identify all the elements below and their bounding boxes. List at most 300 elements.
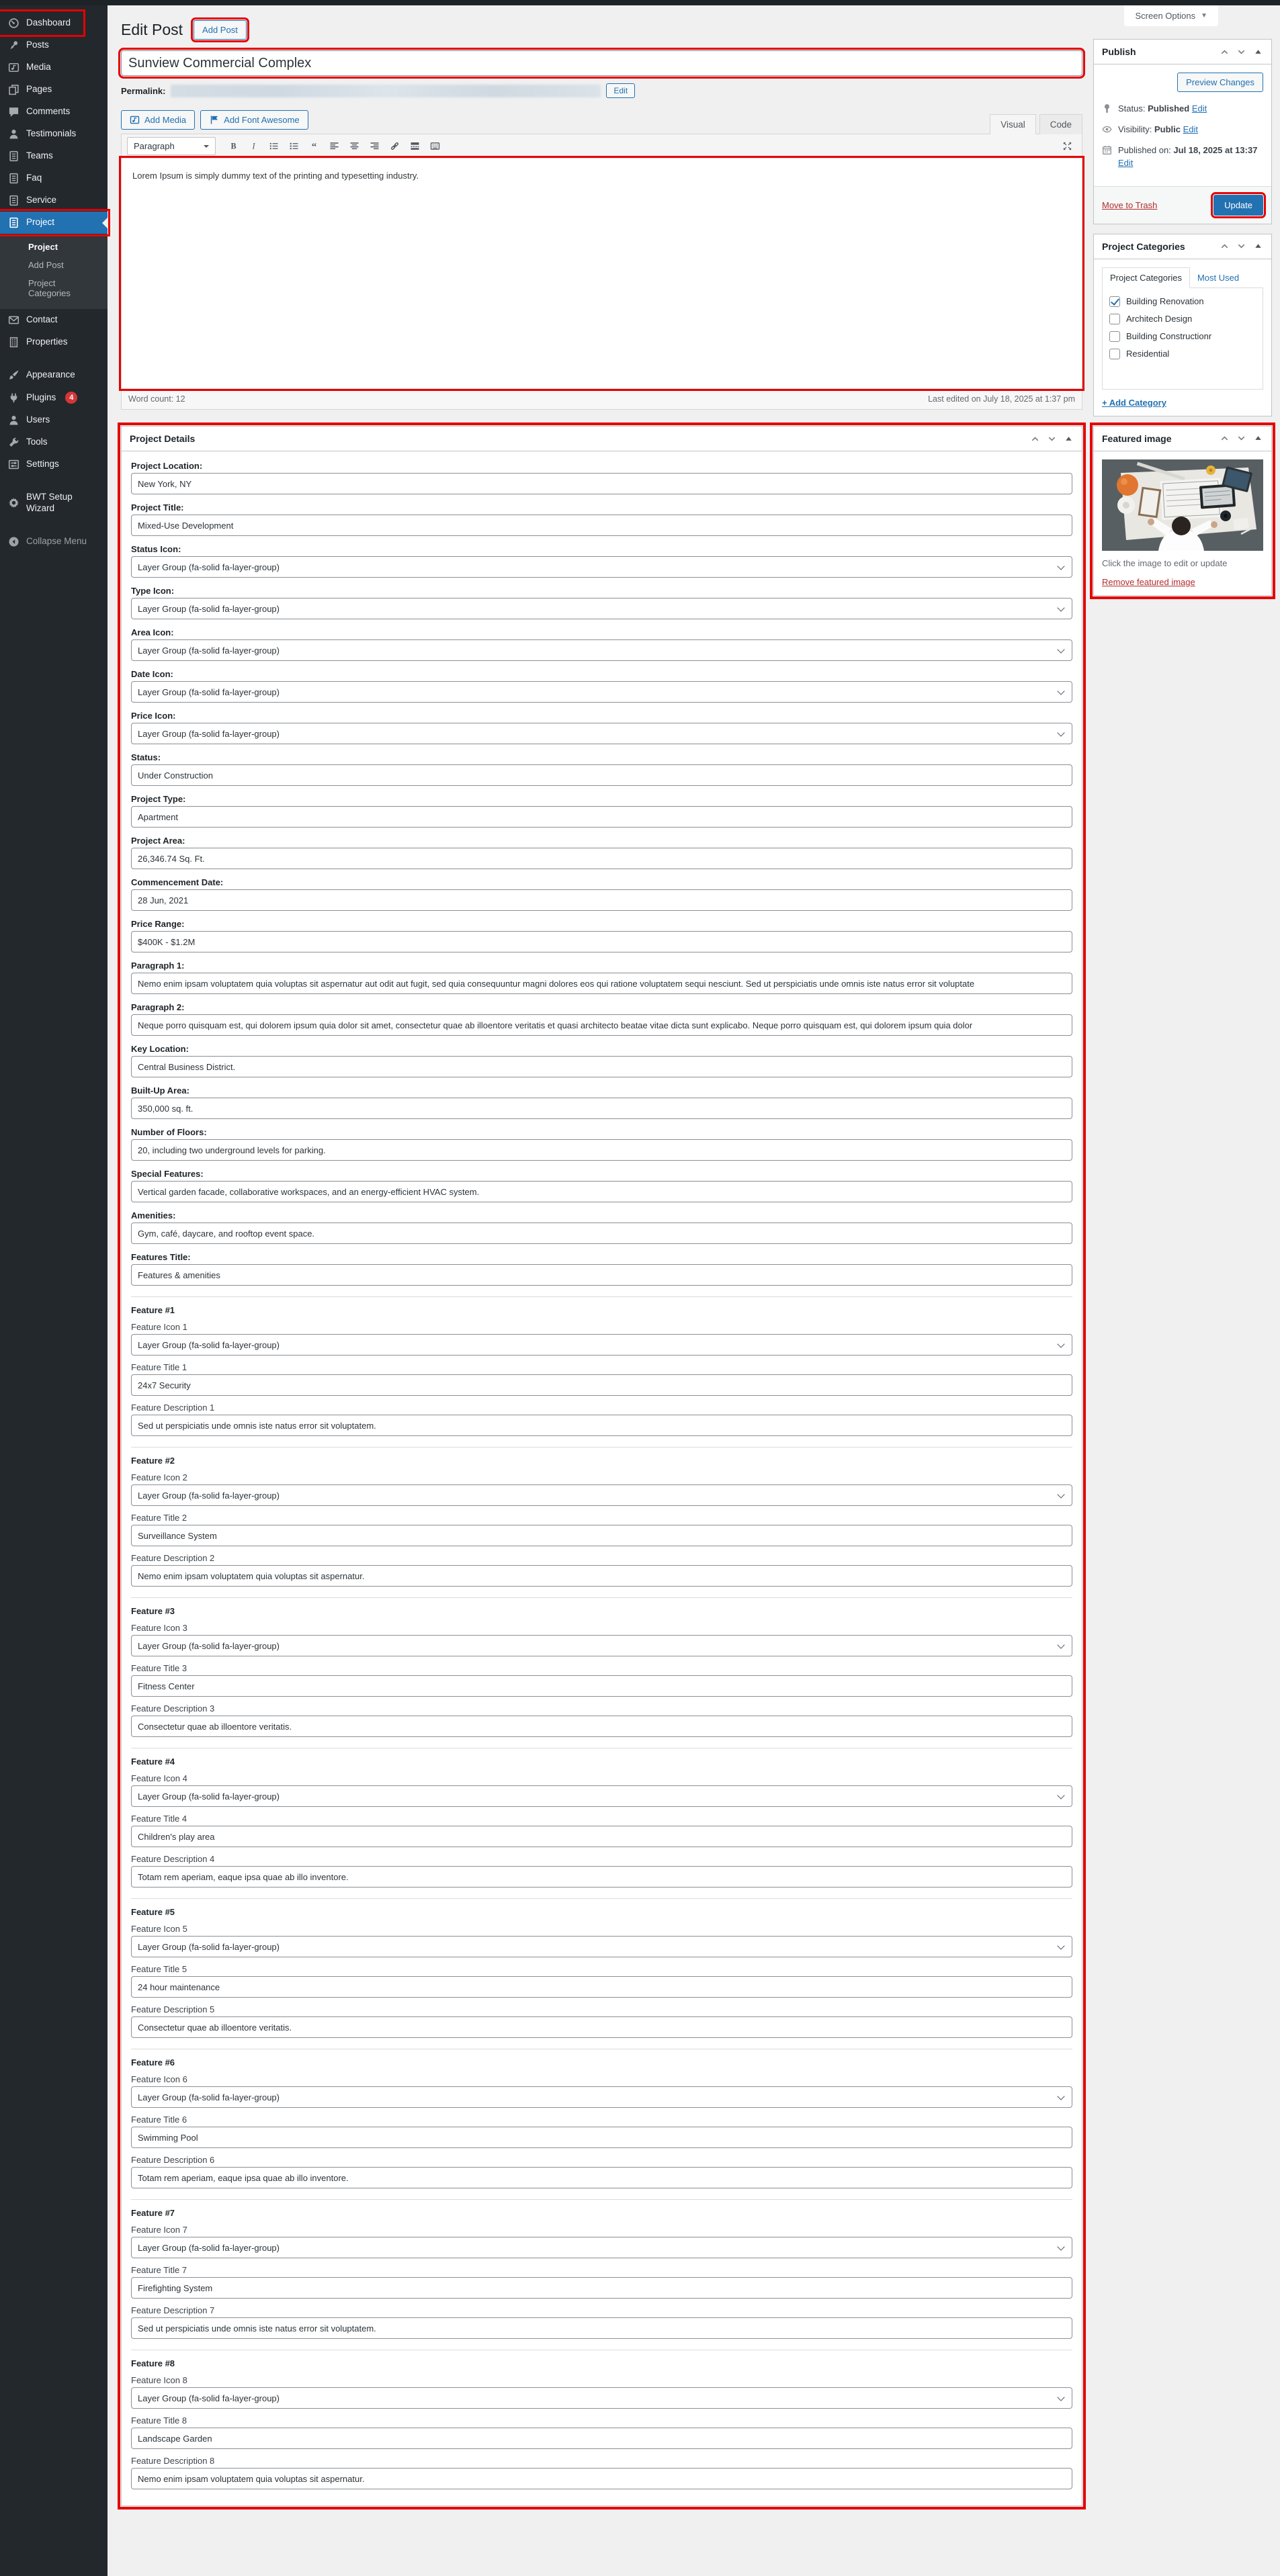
paragraph-1-input[interactable]: [131, 973, 1072, 994]
paragraph-dropdown[interactable]: [127, 137, 216, 155]
category-label: Building Renovation: [1126, 296, 1204, 307]
blockquote-button[interactable]: [305, 138, 323, 154]
price-icon-select[interactable]: [131, 723, 1072, 744]
project-categories-metabox: [1093, 234, 1272, 416]
align-center-icon: [349, 141, 359, 151]
person-icon: [8, 128, 19, 140]
sidebar-item-project[interactable]: [0, 212, 108, 234]
sidebar-item-properties[interactable]: [0, 331, 108, 353]
sidebar-item-dashboard[interactable]: [0, 12, 83, 34]
feature-icon-2-label: Feature Icon 2: [131, 1472, 187, 1482]
plugins-update-badge: 4: [65, 392, 77, 404]
feature-icon-6-label: Feature Icon 6: [131, 2074, 187, 2084]
feature-icon-2-select-control[interactable]: [131, 1484, 1072, 1506]
feature-title-6-label: Feature Title 6: [131, 2115, 187, 2125]
sidebar-item-label: Users: [26, 414, 50, 425]
project-details-features: [131, 1296, 1072, 2489]
document-icon: [8, 217, 19, 228]
sidebar-subitem-add-post[interactable]: Add Post: [28, 260, 64, 270]
toolbar-buttons: [224, 138, 444, 154]
amenities-label: Amenities:: [131, 1210, 176, 1220]
feature-title-3-label: Feature Title 3: [131, 1663, 187, 1673]
toolbar-toggle-button[interactable]: [426, 138, 444, 154]
featured-image-header[interactable]: [1094, 427, 1271, 451]
feature-divider: [131, 1898, 1072, 1899]
category-item-building-renovation: [1109, 296, 1256, 307]
content-area: [108, 5, 1280, 2576]
features-title-input[interactable]: [131, 1264, 1072, 1286]
document-icon: [8, 173, 19, 184]
editor-text: Lorem Ipsum is simply dummy text of the printing and typesetting industry.: [132, 171, 419, 181]
feature-title-4-input[interactable]: [131, 1826, 1072, 1847]
paragraph-dropdown-label: Paragraph: [134, 141, 175, 151]
type-icon-label: Type Icon:: [131, 586, 175, 596]
featured-image-metabox: [1093, 426, 1272, 596]
project-location-input[interactable]: [131, 473, 1072, 494]
feature-description-8-input[interactable]: [131, 2468, 1072, 2489]
tab-visual[interactable]: Visual: [990, 114, 1036, 134]
toggle-panel-icon[interactable]: [1253, 47, 1263, 57]
sidebar-item-pages[interactable]: [0, 79, 108, 101]
feature-icon-4-select-control[interactable]: [131, 1785, 1072, 1807]
feature-icon-7-label: Feature Icon 7: [131, 2225, 187, 2235]
feature-divider: [131, 1597, 1072, 1598]
category-checkbox-architech-design[interactable]: [1109, 314, 1120, 324]
number-of-floors-label: Number of Floors:: [131, 1127, 207, 1137]
svg-text:“: “: [311, 142, 317, 151]
feature-description-5-input[interactable]: [131, 2016, 1072, 2038]
remove-featured-image-link[interactable]: Remove featured image: [1102, 576, 1195, 587]
feature-heading-feature-7: Feature #7: [131, 2208, 175, 2218]
more-tag-button[interactable]: [406, 138, 424, 154]
features-title-label: Features Title:: [131, 1252, 191, 1262]
numbered-list-icon: [289, 141, 299, 151]
italic-button[interactable]: [245, 138, 263, 154]
link-icon: [390, 141, 400, 151]
category-item-building-constructionr: [1109, 331, 1256, 342]
admin-sidebar: [0, 5, 108, 2576]
featured-image-body: [1094, 451, 1271, 595]
sidebar-item-label: Properties: [26, 337, 68, 347]
sidebar-item-label: Testimonials: [26, 128, 77, 139]
sidebar-item-teams[interactable]: [0, 145, 108, 167]
publish-row-text: Status: Published Edit: [1118, 103, 1207, 114]
pin-icon: [1102, 103, 1112, 114]
sidebar-menu: [0, 12, 108, 553]
sidebar-item-collapse-menu[interactable]: [0, 531, 108, 553]
category-checkbox-building-constructionr[interactable]: [1109, 331, 1120, 342]
feature-heading-feature-4: Feature #4: [131, 1757, 175, 1767]
status-input[interactable]: [131, 764, 1072, 786]
feature-icon-4-select[interactable]: [131, 1785, 1072, 1807]
media-row: [121, 110, 1082, 134]
metabox-title: Featured image: [1102, 433, 1172, 444]
publish-row-value: Published: [1148, 103, 1190, 114]
add-category-link[interactable]: + Add Category: [1102, 397, 1166, 408]
feature-description-7-input[interactable]: [131, 2317, 1072, 2339]
feature-icon-3-select[interactable]: [131, 1635, 1072, 1656]
screen-options-label: Screen Options: [1135, 11, 1196, 21]
feature-description-1-input[interactable]: [131, 1415, 1072, 1436]
feature-description-6-input[interactable]: [131, 2167, 1072, 2188]
feature-title-7-input[interactable]: [131, 2277, 1072, 2299]
feature-icon-7-select-control[interactable]: [131, 2237, 1072, 2258]
word-count: [128, 394, 185, 404]
sidebar-subitem-project[interactable]: Project: [28, 242, 58, 252]
align-left-icon: [329, 141, 339, 151]
sidebar-item-label: Service: [26, 195, 57, 206]
move-up-icon[interactable]: [1030, 434, 1040, 444]
project-title-label: Project Title:: [131, 502, 184, 513]
publish-row-published-on: [1102, 144, 1263, 169]
paragraph-2-label: Paragraph 2:: [131, 1002, 185, 1012]
sidebar-subitem-project-categories[interactable]: Project Categories: [28, 278, 71, 298]
categories-body: [1094, 259, 1271, 416]
status-icon-label: Status Icon:: [131, 544, 181, 554]
toolbar-toggle-icon: [430, 141, 440, 151]
featured-image-thumbnail[interactable]: [1102, 459, 1263, 551]
category-checkbox-building-renovation[interactable]: [1109, 296, 1120, 307]
feature-description-2-input[interactable]: [131, 1565, 1072, 1587]
feature-title-1-label: Feature Title 1: [131, 1362, 187, 1372]
sidebar-item-label: Project: [26, 217, 55, 228]
category-item-architech-design: [1109, 314, 1256, 324]
feature-description-4-input[interactable]: [131, 1866, 1072, 1887]
sidebar-item-label: Dashboard: [26, 17, 71, 28]
featured-image-caption: Click the image to edit or update: [1102, 558, 1228, 568]
categories-header[interactable]: [1094, 234, 1271, 259]
amenities-input[interactable]: [131, 1223, 1072, 1244]
metabox-controls: [1030, 434, 1074, 444]
commencement-date-input[interactable]: [131, 889, 1072, 911]
person-icon: [8, 414, 19, 426]
sidebar-item-bwt-setup-wizard[interactable]: [0, 486, 108, 520]
feature-divider: [131, 1447, 1072, 1448]
page-title: Edit Post: [121, 21, 183, 38]
special-features-input[interactable]: [131, 1181, 1072, 1202]
feature-icon-7-select[interactable]: [131, 2237, 1072, 2258]
publish-body: [1094, 64, 1271, 186]
feature-icon-6-select-control[interactable]: [131, 2086, 1072, 2108]
page-header: [121, 20, 1082, 40]
sidebar-item-users[interactable]: [0, 409, 108, 431]
area-icon-select-control[interactable]: [131, 639, 1072, 661]
feature-divider: [131, 1296, 1072, 1297]
svg-text:B: B: [230, 141, 237, 151]
sidebar-item-label: Pages: [26, 84, 52, 95]
sidebar-item-label: Comments: [26, 106, 71, 117]
feature-icon-2-select[interactable]: [131, 1484, 1072, 1506]
project-type-input[interactable]: [131, 806, 1072, 828]
move-up-icon[interactable]: [1220, 47, 1230, 57]
eye-icon: [1102, 124, 1112, 134]
feature-title-6-input[interactable]: [131, 2127, 1072, 2148]
sidebar-item-media[interactable]: [0, 56, 108, 79]
feature-title-4-label: Feature Title 4: [131, 1814, 187, 1824]
date-icon-select[interactable]: [131, 681, 1072, 703]
feature-icon-1-select-control[interactable]: [131, 1334, 1072, 1356]
feature-icon-1-select[interactable]: [131, 1334, 1072, 1356]
permalink-edit-button[interactable]: Edit: [606, 83, 635, 98]
flag-icon: [209, 115, 219, 125]
feature-icon-6-select[interactable]: [131, 2086, 1072, 2108]
toggle-panel-icon[interactable]: [1064, 434, 1074, 444]
project-details-header[interactable]: [122, 427, 1082, 451]
feature-description-6-label: Feature Description 6: [131, 2155, 215, 2165]
feature-description-3-label: Feature Description 3: [131, 1703, 215, 1714]
word-count-value: 12: [175, 394, 185, 404]
project-area-input[interactable]: [131, 848, 1072, 869]
main-column: [121, 15, 1082, 2506]
edit-published-on-link[interactable]: Edit: [1118, 157, 1134, 168]
bullet-list-icon: [269, 141, 279, 151]
built-up-area-input[interactable]: [131, 1098, 1072, 1119]
word-count-label: Word count:: [128, 394, 174, 404]
sidebar-item-label: Settings: [26, 459, 59, 470]
feature-icon-8-select[interactable]: [131, 2387, 1072, 2409]
sidebar-item-label: Appearance: [26, 369, 75, 380]
metabox-controls: [1220, 433, 1263, 443]
sidebar-item-plugins[interactable]: [0, 386, 108, 409]
publish-row-text: Published on: Jul 18, 2025 at 13:37 Edit: [1118, 145, 1258, 168]
feature-title-8-input[interactable]: [131, 2428, 1072, 2449]
sidebar-item-label: Plugins: [26, 392, 56, 402]
move-up-icon[interactable]: [1220, 433, 1230, 443]
move-up-icon[interactable]: [1220, 241, 1230, 251]
area-icon-label: Area Icon:: [131, 627, 174, 637]
link-button[interactable]: [386, 138, 404, 154]
side-column: [1093, 39, 1272, 605]
feature-icon-5-select[interactable]: [131, 1936, 1072, 1957]
publish-rows: [1102, 103, 1263, 169]
tab-most-used[interactable]: Most Used: [1197, 272, 1240, 283]
metabox-controls: [1220, 241, 1263, 251]
align-left-button[interactable]: [325, 138, 343, 154]
sidebar-item-settings[interactable]: [0, 453, 108, 476]
commencement-date-label: Commencement Date:: [131, 877, 224, 887]
status-icon-select-control[interactable]: [131, 556, 1072, 578]
project-details-metabox: [121, 426, 1082, 2506]
key-location-input[interactable]: [131, 1056, 1072, 1077]
edit-visibility-link[interactable]: Edit: [1183, 124, 1198, 135]
paragraph-1-label: Paragraph 1:: [131, 961, 185, 971]
feature-description-3-input[interactable]: [131, 1716, 1072, 1737]
numbered-list-button[interactable]: [285, 138, 303, 154]
feature-title-1-input[interactable]: [131, 1374, 1072, 1396]
sidebar-item-tools[interactable]: [0, 431, 108, 453]
add-media-label: Add Media: [144, 115, 187, 125]
dashboard-icon: [8, 17, 19, 29]
feature-title-5-label: Feature Title 5: [131, 1964, 187, 1974]
screen-options-button[interactable]: [1124, 5, 1218, 26]
feature-icon-5-select-control[interactable]: [131, 1936, 1072, 1957]
tab-code[interactable]: Code: [1039, 114, 1082, 134]
move-down-icon[interactable]: [1236, 47, 1246, 57]
bullet-list-button[interactable]: [265, 138, 283, 154]
feature-heading-feature-5: Feature #5: [131, 1907, 175, 1917]
price-range-input[interactable]: [131, 931, 1072, 952]
toggle-panel-icon[interactable]: [1253, 433, 1263, 443]
add-media-icon: [130, 115, 140, 125]
sidebar-item-label: Tools: [26, 437, 48, 447]
sidebar-submenu: [0, 234, 108, 309]
sidebar-item-comments[interactable]: [0, 101, 108, 123]
add-font-awesome-label: Add Font Awesome: [224, 115, 300, 125]
admin-topbar: [0, 0, 1280, 5]
project-type-label: Project Type:: [131, 794, 186, 804]
feature-icon-3-select-control[interactable]: [131, 1635, 1072, 1656]
category-item-residential: [1109, 349, 1256, 359]
gear-icon: [8, 497, 19, 508]
feature-description-5-label: Feature Description 5: [131, 2004, 215, 2014]
feature-icon-1-label: Feature Icon 1: [131, 1322, 187, 1332]
feature-description-7-label: Feature Description 7: [131, 2305, 215, 2315]
post-title-input[interactable]: [121, 50, 1082, 76]
feature-divider: [131, 2199, 1072, 2200]
categories-checklist: [1102, 287, 1263, 390]
category-label: Residential: [1126, 349, 1170, 359]
project-details-body: [122, 451, 1082, 2505]
price-icon-label: Price Icon:: [131, 711, 176, 721]
metabox-title: Project Details: [130, 433, 196, 444]
project-area-label: Project Area:: [131, 836, 185, 846]
feature-icon-3-label: Feature Icon 3: [131, 1623, 187, 1633]
wrench-icon: [8, 437, 19, 448]
feature-description-2-label: Feature Description 2: [131, 1553, 215, 1563]
caret-down-icon: ▼: [1201, 12, 1207, 19]
permalink-label: Permalink:: [121, 85, 166, 96]
paragraph-2-input[interactable]: [131, 1014, 1072, 1036]
sidebar-item-service[interactable]: [0, 189, 108, 212]
publish-row-visibility: [1102, 124, 1263, 136]
building-icon: [8, 337, 19, 348]
permalink-row: [121, 83, 1082, 98]
category-checkbox-residential[interactable]: [1109, 349, 1120, 359]
move-down-icon[interactable]: [1236, 433, 1246, 443]
feature-heading-feature-1: Feature #1: [131, 1305, 175, 1315]
sidebar-item-label: Faq: [26, 173, 42, 183]
date-icon-select-control[interactable]: [131, 681, 1072, 703]
feature-title-3-input[interactable]: [131, 1675, 1072, 1697]
preview-changes-button[interactable]: Preview Changes: [1177, 73, 1263, 92]
built-up-area-label: Built-Up Area:: [131, 1085, 189, 1096]
feature-icon-8-select-control[interactable]: [131, 2387, 1072, 2409]
fullscreen-button[interactable]: [1058, 138, 1076, 154]
svg-text:I: I: [252, 141, 255, 151]
comment-icon: [8, 106, 19, 118]
sidebar-item-testimonials[interactable]: [0, 123, 108, 145]
publish-row-value: Jul 18, 2025 at 13:37: [1173, 145, 1258, 156]
categories-tabs: [1102, 267, 1263, 287]
status-label: Status:: [131, 752, 161, 762]
category-label: Architech Design: [1126, 314, 1193, 324]
brush-icon: [8, 369, 19, 381]
sidebar-item-appearance[interactable]: [0, 364, 108, 386]
pages-icon: [8, 84, 19, 95]
feature-heading-feature-6: Feature #6: [131, 2057, 175, 2068]
add-media-button[interactable]: [121, 110, 195, 130]
toggle-panel-icon[interactable]: [1253, 241, 1263, 251]
number-of-floors-input[interactable]: [131, 1139, 1072, 1161]
metabox-controls: [1220, 47, 1263, 57]
price-icon-select-control[interactable]: [131, 723, 1072, 744]
publish-row-value: Public: [1154, 124, 1181, 135]
feature-title-5-input[interactable]: [131, 1976, 1072, 1998]
sidebar-item-label: Collapse Menu: [26, 535, 87, 546]
collapse-icon: [8, 536, 19, 547]
fullscreen-icon: [1062, 141, 1072, 151]
permalink-url-redacted: [171, 85, 601, 97]
editor-content[interactable]: [122, 159, 1082, 388]
move-down-icon[interactable]: [1236, 241, 1246, 251]
editor-statusbar: [122, 388, 1082, 409]
document-icon: [8, 150, 19, 162]
type-icon-select-control[interactable]: [131, 598, 1072, 619]
move-to-trash-link[interactable]: Move to Trash: [1102, 199, 1158, 210]
update-button[interactable]: Update: [1213, 195, 1263, 216]
editor-frame: [121, 134, 1082, 410]
status-icon-select[interactable]: [131, 556, 1072, 578]
sidebar-item-label: Posts: [26, 40, 49, 50]
type-icon-select[interactable]: [131, 598, 1072, 619]
feature-title-7-label: Feature Title 7: [131, 2265, 187, 2275]
sidebar-item-label: Media: [26, 62, 51, 73]
publish-metabox: [1093, 39, 1272, 224]
move-down-icon[interactable]: [1047, 434, 1057, 444]
align-center-button[interactable]: [345, 138, 364, 154]
sidebar-item-label: Contact: [26, 314, 58, 325]
plug-icon: [8, 392, 19, 404]
edit-status-link[interactable]: Edit: [1191, 103, 1207, 114]
blockquote-icon: [309, 141, 319, 151]
sidebar-item-label: Teams: [26, 150, 53, 161]
project-title-input[interactable]: [131, 515, 1072, 536]
envelope-icon: [8, 314, 19, 326]
feature-icon-4-label: Feature Icon 4: [131, 1773, 187, 1783]
feature-heading-feature-3: Feature #3: [131, 1606, 175, 1616]
sidebar-item-faq[interactable]: [0, 167, 108, 189]
sidebar-item-posts[interactable]: [0, 34, 108, 56]
feature-description-4-label: Feature Description 4: [131, 1854, 215, 1864]
publish-row-status: [1102, 103, 1263, 115]
feature-title-8-label: Feature Title 8: [131, 2415, 187, 2426]
caret-down-icon: [204, 145, 209, 150]
add-post-button[interactable]: Add Post: [194, 20, 247, 40]
last-edited: Last edited on July 18, 2025 at 1:37 pm: [928, 394, 1075, 404]
feature-description-8-label: Feature Description 8: [131, 2456, 215, 2466]
project-location-label: Project Location:: [131, 461, 203, 471]
feature-icon-5-label: Feature Icon 5: [131, 1924, 187, 1934]
italic-icon: [249, 141, 259, 151]
key-location-label: Key Location:: [131, 1044, 189, 1054]
add-font-awesome-button[interactable]: [200, 110, 308, 130]
tab-all-categories[interactable]: Project Categories: [1102, 267, 1190, 288]
document-icon: [8, 195, 19, 206]
special-features-label: Special Features:: [131, 1169, 204, 1179]
sidebar-item-label: BWT Setup Wizard: [26, 492, 73, 513]
publish-header[interactable]: [1094, 40, 1271, 64]
metabox-title: Project Categories: [1102, 240, 1185, 252]
area-icon-select[interactable]: [131, 639, 1072, 661]
editor-mode-tabs: [986, 114, 1082, 134]
sidebar-item-contact[interactable]: [0, 309, 108, 331]
category-label: Building Constructionr: [1126, 331, 1212, 342]
bold-button[interactable]: [224, 138, 243, 154]
feature-title-2-input[interactable]: [131, 1525, 1072, 1546]
align-right-button[interactable]: [366, 138, 384, 154]
feature-heading-feature-8: Feature #8: [131, 2358, 175, 2368]
metabox-title: Publish: [1102, 46, 1136, 57]
